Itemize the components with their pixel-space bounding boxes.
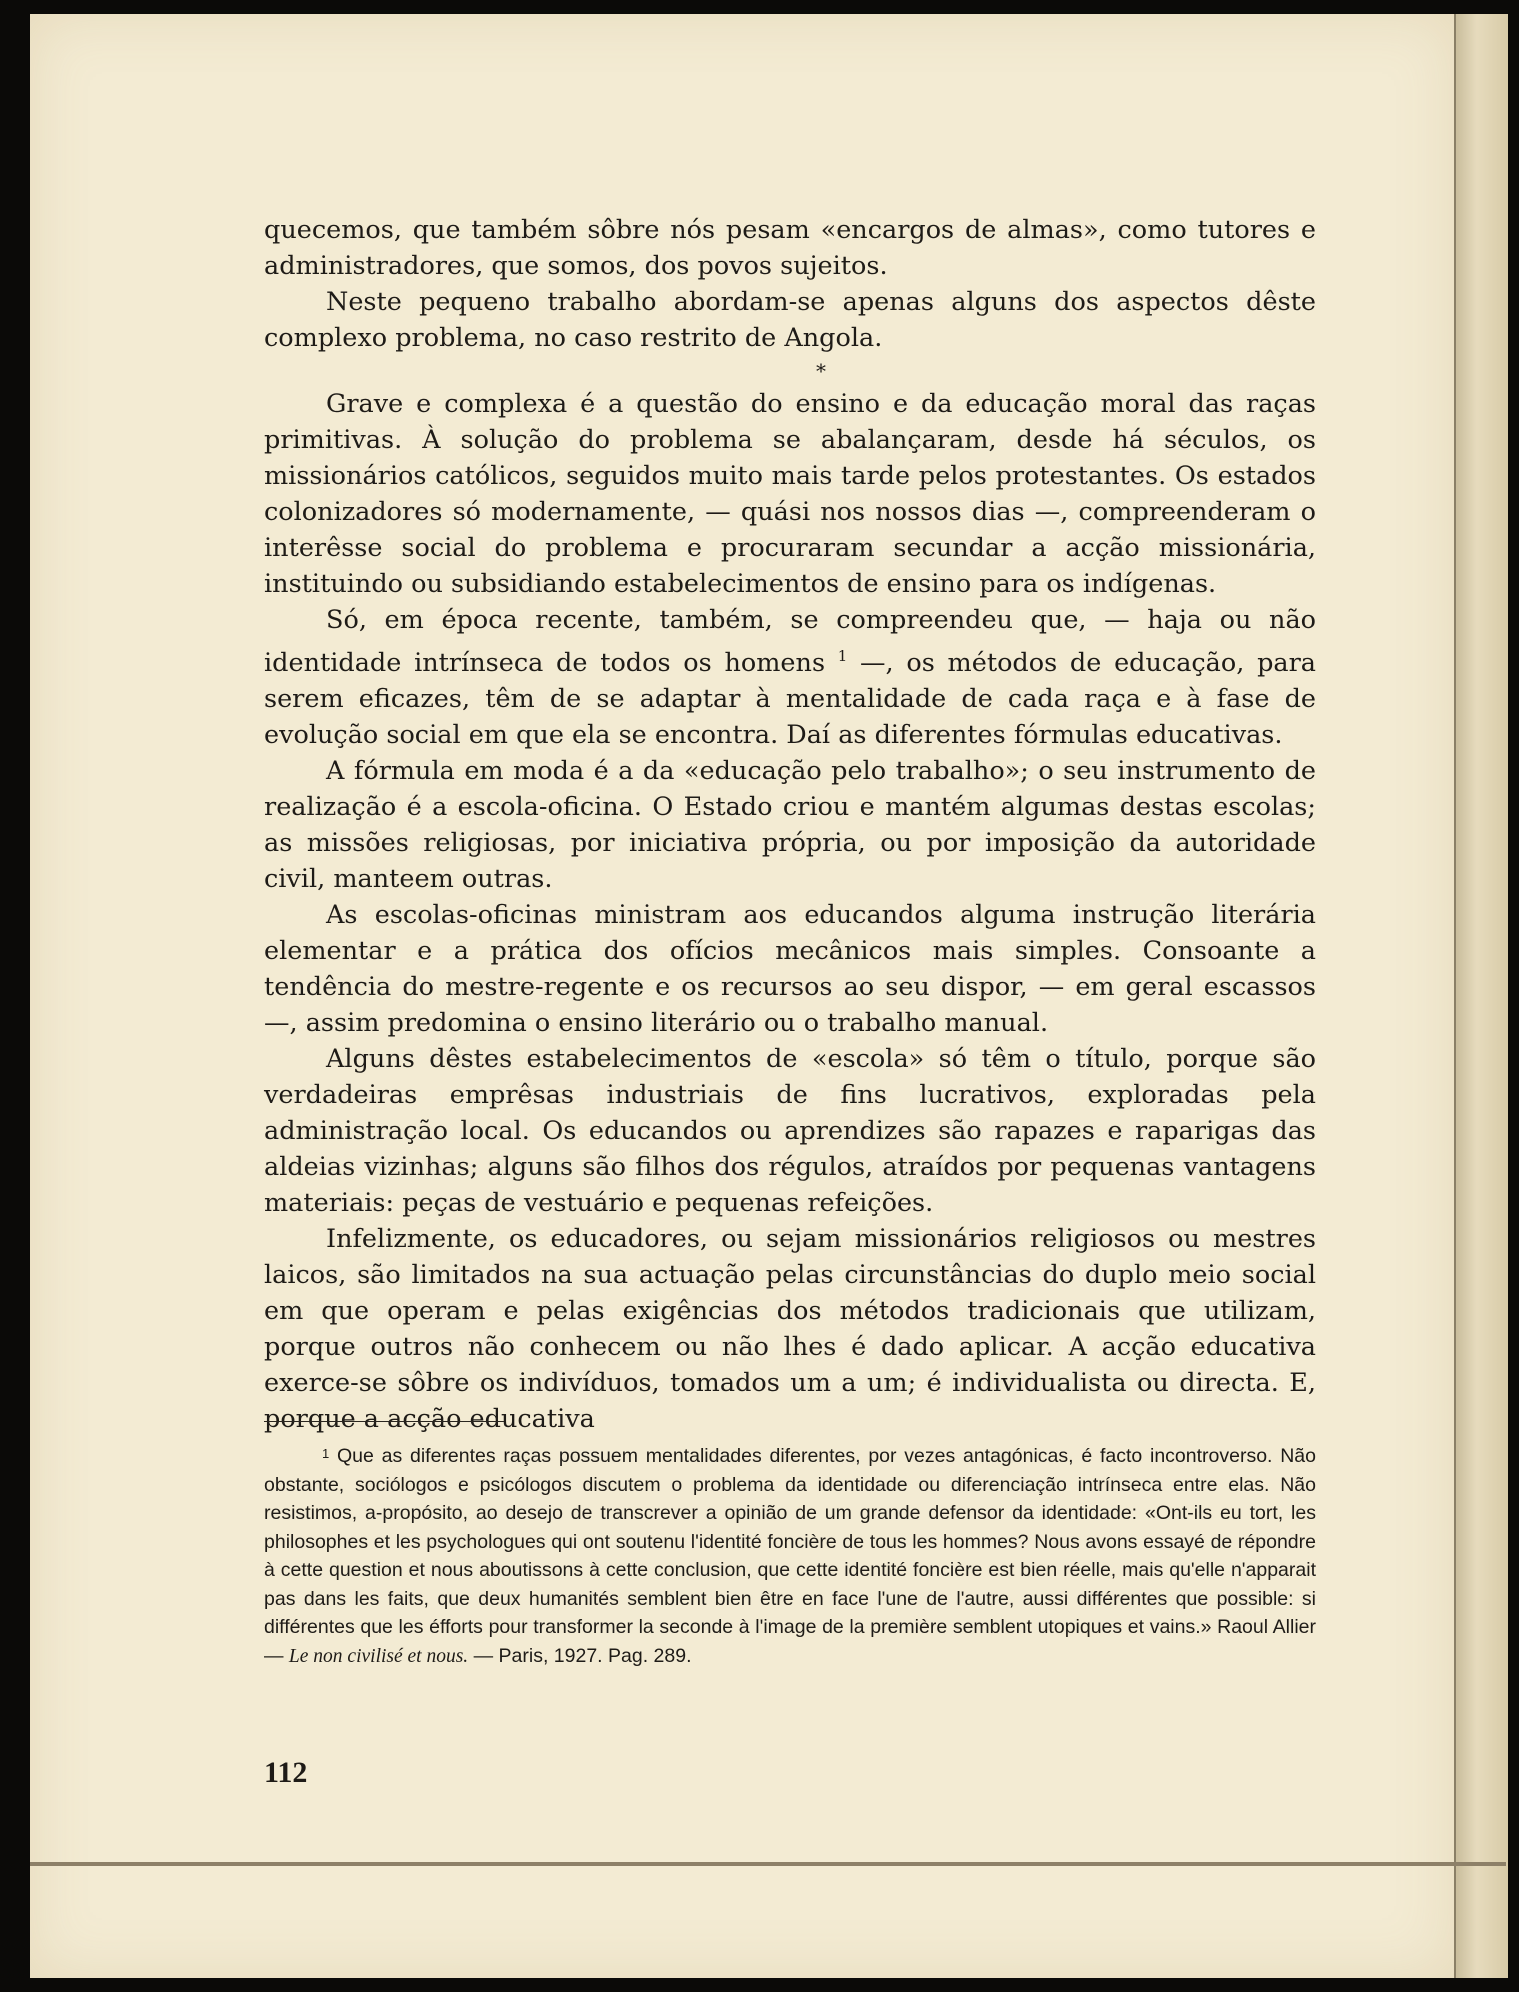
paragraph-with-footnote: [264, 602, 1316, 753]
paragraph: A fórmula em moda é a da «educação pelo trabalho»; o seu instrumento de realização é a escola-oficina. O Estado criou e mantém algumas destas escolas; as missões religiosas, por iniciativa própria, ou por imposição da autoridade civil, manteem outras.: [264, 756, 1316, 894]
paragraph: Infelizmente, os educadores, ou sejam missionários religiosos ou mestres laicos, são limitados na sua actuação pelas circunstâncias do duplo meio social em que operam e pelas exigências dos métodos tradicionais que utilizam, porque outros não conhecem ou não lhes é dado aplicar. A acção educativa exerce-se sôbre os indivíduos, tomados um a um; é individualista ou directa. E, porque a acção educativa: [264, 1224, 1316, 1434]
paragraph: As escolas-oficinas ministram aos educandos alguma instrução literária elementar e a prática dos ofícios mecânicos mais simples. Consoante a tendência do mestre-regente e os recursos ao seu dispor, — em geral escassos —, assim predomina o ensino literário ou o trabalho manual.: [264, 900, 1316, 1038]
page-number: 112: [264, 1756, 308, 1789]
paragraph: Grave e complexa é a questão do ensino e da educação moral das raças primitivas. À solução do problema se abalançaram, desde há séculos, os missionários católicos, seguidos muito mais tarde pelos protestantes. Os estados colonizadores só modernamente, — quási nos nossos dias —, compreenderam o interêsse social do problema e procuraram secundar a acção missionária, instituindo ou subsidiando estabelecimentos de ensino para os indígenas.: [264, 389, 1316, 599]
paragraph-part: Só, em época recente, também, se compreendeu que, — haja ou não identidade intrínseca de todos os homens: [264, 605, 1316, 678]
footnote: [264, 1440, 1316, 1671]
body-text: [264, 212, 1316, 1437]
paragraph-continued: quecemos, que também sôbre nós pesam «encargos de almas», como tutores e administradores, que somos, dos povos sujeitos.: [264, 215, 1316, 281]
footnote-marker: 1: [322, 1446, 330, 1461]
footnote-book-title: Le non civilisé et nous.: [288, 1645, 469, 1667]
footnote-reference[interactable]: 1: [837, 647, 848, 665]
page-bottom-edge: [30, 1862, 1506, 1866]
paragraph: Neste pequeno trabalho abordam-se apenas alguns dos aspectos dêste complexo problema, no caso restrito de Angola.: [264, 287, 1316, 353]
footnote-divider: [264, 1421, 504, 1422]
footnote-citation: — Paris, 1927. Pag. 289.: [468, 1644, 692, 1667]
footnote-text: Que as diferentes raças possuem mentalidades diferentes, por vezes antagónicas, é facto incontroverso. Não obstante, sociólogos e psicólogos discutem o problema da identidade ou diferenciação intrínseca entre elas. Não resistimos, a-propósito, ao desejo de transcrever a opinião de um grande defensor da identidade: «Ont-ils eu tort, les philosophes et les psychologues qui ont soutenu l'identité foncière de tous les hommes? Nous avons essayé de répondre à cette question et nous aboutissons à cette conclusion, que cette identité foncière est bien réelle, mais qu'elle n'apparait pas dans les faits, que deux humanités semblent bien être en face l'une de l'autre, aussi différentes que possible: si différentes que les éfforts pour transformer la seconde à l'image de la première semblent utopiques et vains.» Raoul Allier —: [264, 1445, 1317, 1667]
paragraph-part: —, os métodos de educação, para serem eficazes, têm de se adaptar à mentalidade de cada raça e à fase de evolução social em que ela se encontra. Daí as diferentes fórmulas educativas.: [264, 648, 1316, 750]
next-page-edge: [1454, 14, 1508, 1978]
section-break-asterisk: *: [816, 359, 826, 383]
paragraph: Alguns dêstes estabelecimentos de «escola» só têm o título, porque são verdadeiras emprêsas industriais de fins lucrativos, exploradas pela administração local. Os educandos ou aprendizes são rapazes e raparigas das aldeias vizinhas; alguns são filhos dos régulos, atraídos por pequenas vantagens materiais: peças de vestuário e pequenas refeições.: [264, 1044, 1316, 1218]
